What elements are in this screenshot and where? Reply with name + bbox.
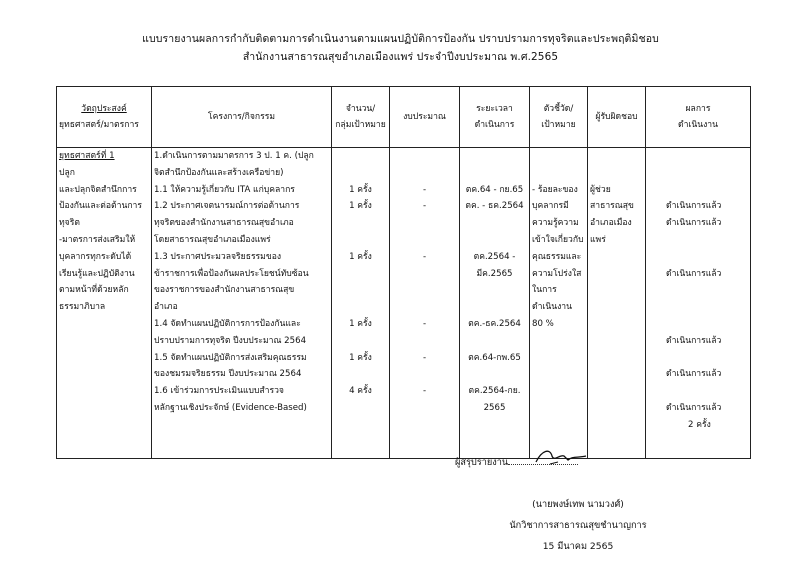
reporter-label: ผู้สรุปรายงาน bbox=[455, 457, 509, 468]
header-project: โครงการ/กิจกรรม bbox=[152, 87, 332, 148]
signature-block bbox=[455, 452, 715, 474]
header-responsible: ผู้รับผิดชอบ bbox=[588, 87, 646, 148]
report-table bbox=[56, 86, 751, 459]
strategy-label: ยุทธศาสตร์ที่ 1 bbox=[59, 151, 115, 161]
quantity-cell: 1 ครั้ง 1 ครั้ง 1 ครั้ง 1 ครั้ง 1 ครั้ง 4 ครั้ง bbox=[332, 148, 390, 459]
duration-cell: ตค.64 - กย.65 ตค. - ธค.2564 ตค.2564 - มีค.2565 ตค.-ธค.2564 ตค.64-กพ.65 ตค.2564-กย. 2565 bbox=[460, 148, 530, 459]
objective-cell: ยุทธศาสตร์ที่ 1 ปลูก และปลุกจิตสำนึกการ ป้องกันและต่อต้านการ ทุจริต -มาตรการส่งเสริมให้ บุคลากรทุกระดับได้ เรียนรู้และปฏิบัติงาน ตามหน้าที่ด้วยหลัก ธรรมาภิบาล bbox=[57, 148, 152, 459]
header-row bbox=[57, 87, 751, 148]
header-indicator: ตัวชี้วัด/ เป้าหมาย bbox=[530, 87, 588, 148]
report-subtitle: สำนักงานสาธารณสุขอำเภอเมืองแพร่ ประจำปีงบประมาณ พ.ศ.2565 bbox=[242, 51, 559, 63]
table-row bbox=[57, 148, 751, 459]
header-objective: วัตถุประสงค์ ยุทธศาสตร์/มาตรการ bbox=[57, 87, 152, 148]
header-duration: ระยะเวลา ดำเนินการ bbox=[460, 87, 530, 148]
signatory-name: (นายพงษ์เทพ นามวงศ์) bbox=[532, 499, 624, 510]
result-cell: ดำเนินการแล้ว ดำเนินการแล้ว ดำเนินการแล้ว ดำเนินการแล้ว ดำเนินการแล้ว ดำเนินการแล้ว 2 ครั้ง bbox=[646, 148, 751, 459]
report-date: 15 มีนาคม 2565 bbox=[542, 541, 614, 552]
reporter-line bbox=[455, 452, 715, 474]
header-budget: งบประมาณ bbox=[390, 87, 460, 148]
header-result: ผลการ ดำเนินงาน bbox=[646, 87, 751, 148]
responsible-cell: ผู้ช่วย สาธารณสุข อำเภอเมือง แพร่ bbox=[588, 148, 646, 459]
signatory-position: นักวิชาการสาธารณสุขชำนาญการ bbox=[509, 520, 647, 531]
signatory-details bbox=[478, 494, 678, 557]
header-quantity: จำนวน/ กลุ่มเป้าหมาย bbox=[332, 87, 390, 148]
report-title: แบบรายงานผลการกำกับติดตามการดำเนินงานตามแผนปฏิบัติการป้องกัน ปราบปรามการทุจริตและประพฤติมิชอบ bbox=[142, 33, 659, 45]
budget-cell: - - - - - - bbox=[390, 148, 460, 459]
indicator-cell: - ร้อยละของ บุคลากรมี ความรู้ความ เข้าใจเกี่ยวกับ คุณธรรมและ ความโปร่งใส ในการ ดำเนินงาน 80 % bbox=[530, 148, 588, 459]
project-cell: 1.ดำเนินการตามมาตรการ 3 ป. 1 ค. (ปลูก จิตสำนึกป้องกันและสร้างเครือข่าย) 1.1 ให้ความรู้เกี่ยวกับ ITA แก่บุคลากร 1.2 ประกาศเจตนารมณ์การต่อต้านการ ทุจริตของสำนักงานสาธารณสุขอำเภอ โดยสาธารณสุขอำเภอเมืองแพร่ 1.3 ประกาศประมวลจริยธรรมของ ข้าราชการเพื่อป้องกันผลประโยชน์ทับซ้อน ของราชการของสำนักงานสาธารณสุข อำเภอ 1.4 จัดทำแผนปฏิบัติการการป้องกันและ ปราบปรามการทุจริต ปีงบประมาณ 2564 1.5 จัดทำแผนปฏิบัติการส่งเสริมคุณธรรม ของชมรมจริยธรรม ปีงบประมาณ 2564 1.6 เข้าร่วมการประเมินแบบสำรวจ หลักฐานเชิงประจักษ์ (Evidence-Based) bbox=[152, 148, 332, 459]
signature-dotted-line bbox=[508, 452, 578, 465]
